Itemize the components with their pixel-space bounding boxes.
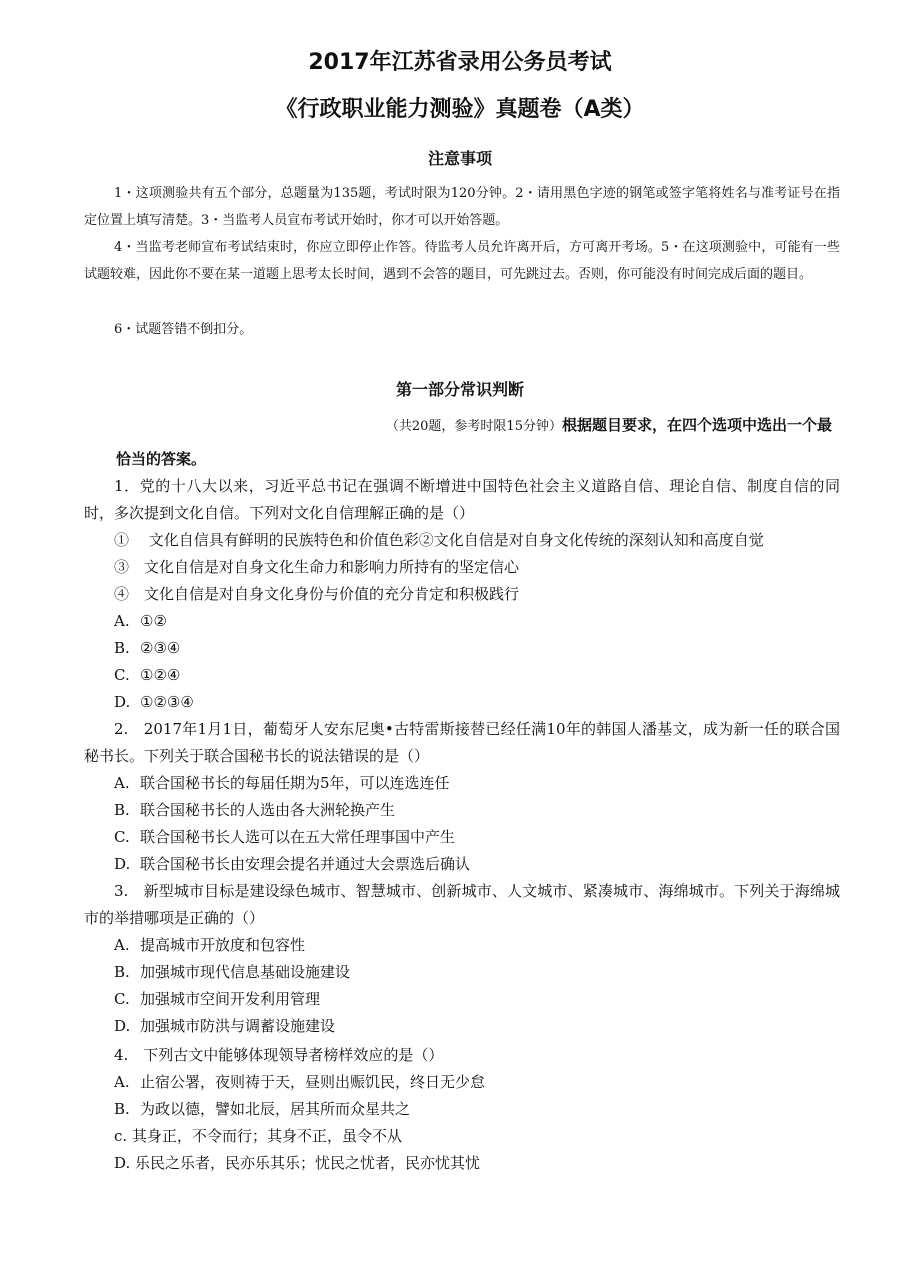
option-label: B. — [114, 639, 130, 657]
option-b — [84, 959, 840, 986]
option-label: D. — [114, 855, 131, 873]
option-label: C. — [114, 666, 130, 684]
option-label: D. — [114, 1017, 131, 1035]
option-text: 加强城市现代信息基础设施建设 — [140, 963, 351, 981]
option-text: ①②④ — [140, 666, 181, 684]
option-text: 为政以德，譬如北辰，居其所而众星共之 — [140, 1100, 411, 1118]
notice-paragraph — [84, 180, 840, 234]
question-2 — [84, 716, 840, 878]
part-instruction-continued: 恰当的答案。 — [116, 450, 207, 468]
option-a — [84, 608, 840, 635]
part-instruction-text: 根据题目要求，在四个选项中选出一个最 — [561, 416, 832, 434]
option-text: 加强城市空间开发利用管理 — [140, 990, 321, 1008]
option-text: 联合国秘书长的人选由各大洲轮换产生 — [140, 801, 396, 819]
option-c: c. 其身正，不令而行；其身不正，虽令不从 — [114, 1127, 402, 1145]
exam-subtitle: 《行政职业能力测验》真题卷（A类） — [275, 97, 645, 122]
option-text: 加强城市防洪与调蓄设施建设 — [140, 1017, 336, 1035]
question-stem: 1．党的十八大以来，习近平总书记在强调不断增进中国特色社会主义道路自信、理论自信、制度自信的同时，多次提到文化自信。下列对文化自信理解正确的是（） — [84, 477, 840, 522]
notice-paragraph — [84, 316, 840, 343]
option-a — [84, 932, 840, 959]
option-d — [84, 851, 840, 878]
part-instructions — [386, 412, 832, 440]
question-4 — [84, 1042, 840, 1177]
notice-text-3: 6・试题答错不倒扣分。 — [114, 322, 253, 337]
exam-title: 2017年江苏省录用公务员考试 — [308, 50, 612, 75]
notice-text-2: 4・当监考老师宣布考试结束时，你应立即停止作答。待监考人员允许离开后，方可离开考场。5・在这项测验中，可能有一些试题较难，因此你不要在某一道题上思考太长时间，遇到不会答的题目，可先跳过去。否则，你可能没有时间完成后面的题目。 — [84, 240, 840, 282]
option-d — [84, 1013, 840, 1040]
option-d — [84, 689, 840, 716]
statement-4: ④ 文化自信是对自身文化身份与价值的充分肯定和积极践行 — [114, 585, 520, 603]
option-label: A. — [114, 936, 130, 954]
option-text: 联合国秘书长人选可以在五大常任理事国中产生 — [140, 828, 456, 846]
option-label: A. — [114, 612, 130, 630]
notice-text-1: 1・这项测验共有五个部分，总题量为135题，考试时限为120分钟。2・请用黑色字迹的钢笔或签字笔将姓名与准考证号在指定位置上填写清楚。3・当监考人员宣布考试开始时，你才可以开始答题。 — [84, 186, 840, 228]
question-stem: 4. 下列古文中能够体现领导者榜样效应的是（） — [114, 1046, 444, 1064]
option-text: 联合国秘书长由安理会提名并通过大会票选后确认 — [140, 855, 471, 873]
option-label: D. — [114, 693, 131, 711]
option-b — [84, 1096, 840, 1123]
statement-3: ③ 文化自信是对自身文化生命力和影响力所持有的坚定信心 — [114, 558, 520, 576]
notice-heading: 注意事项 — [427, 149, 492, 168]
option-label: B. — [114, 801, 130, 819]
question-stem: 3. 新型城市目标是建设绿色城市、智慧城市、创新城市、人文城市、紧凑城市、海绵城市。下列关于海绵城市的举措哪项是正确的（） — [84, 882, 840, 927]
option-label: C. — [114, 828, 130, 846]
question-1 — [84, 473, 840, 716]
option-label: C. — [114, 990, 130, 1008]
option-text: ①②③④ — [140, 693, 194, 711]
statement-1: ① 文化自信具有鲜明的民族特色和价值色彩②文化自信是对自身文化传统的深刻认知和高度自觉 — [114, 531, 764, 549]
option-text: 联合国秘书长的每届任期为5年，可以连选连任 — [140, 774, 450, 792]
option-label: B. — [114, 963, 130, 981]
option-a — [84, 770, 840, 797]
option-text: ①② — [140, 612, 167, 630]
option-d: D. 乐民之乐者，民亦乐其乐；忧民之忧者，民亦忧其忧 — [114, 1154, 481, 1172]
option-c — [84, 662, 840, 689]
part-time-limit: （共20题，参考时限15分钟） — [385, 419, 562, 434]
question-3 — [84, 878, 840, 1040]
question-stem: 2. 2017年1月1日，葡萄牙人安东尼奥•古特雷斯接替已经任满10年的韩国人潘基文，成为新一任的联合国秘书长。下列关于联合国秘书长的说法错误的是（） — [84, 720, 840, 765]
option-label: A. — [114, 1073, 130, 1091]
option-c — [84, 986, 840, 1013]
notice-paragraph — [84, 234, 840, 288]
option-c — [84, 824, 840, 851]
option-a — [84, 1069, 840, 1096]
option-text: 提高城市开放度和包容性 — [140, 936, 306, 954]
part-heading: 第一部分常识判断 — [395, 380, 524, 399]
option-label: A. — [114, 774, 130, 792]
option-b — [84, 797, 840, 824]
option-text: 止宿公署，夜则祷于天，昼则出赈饥民，终日无少怠 — [140, 1073, 486, 1091]
option-text: ②③④ — [140, 639, 181, 657]
option-label: B. — [114, 1100, 130, 1118]
option-b — [84, 635, 840, 662]
